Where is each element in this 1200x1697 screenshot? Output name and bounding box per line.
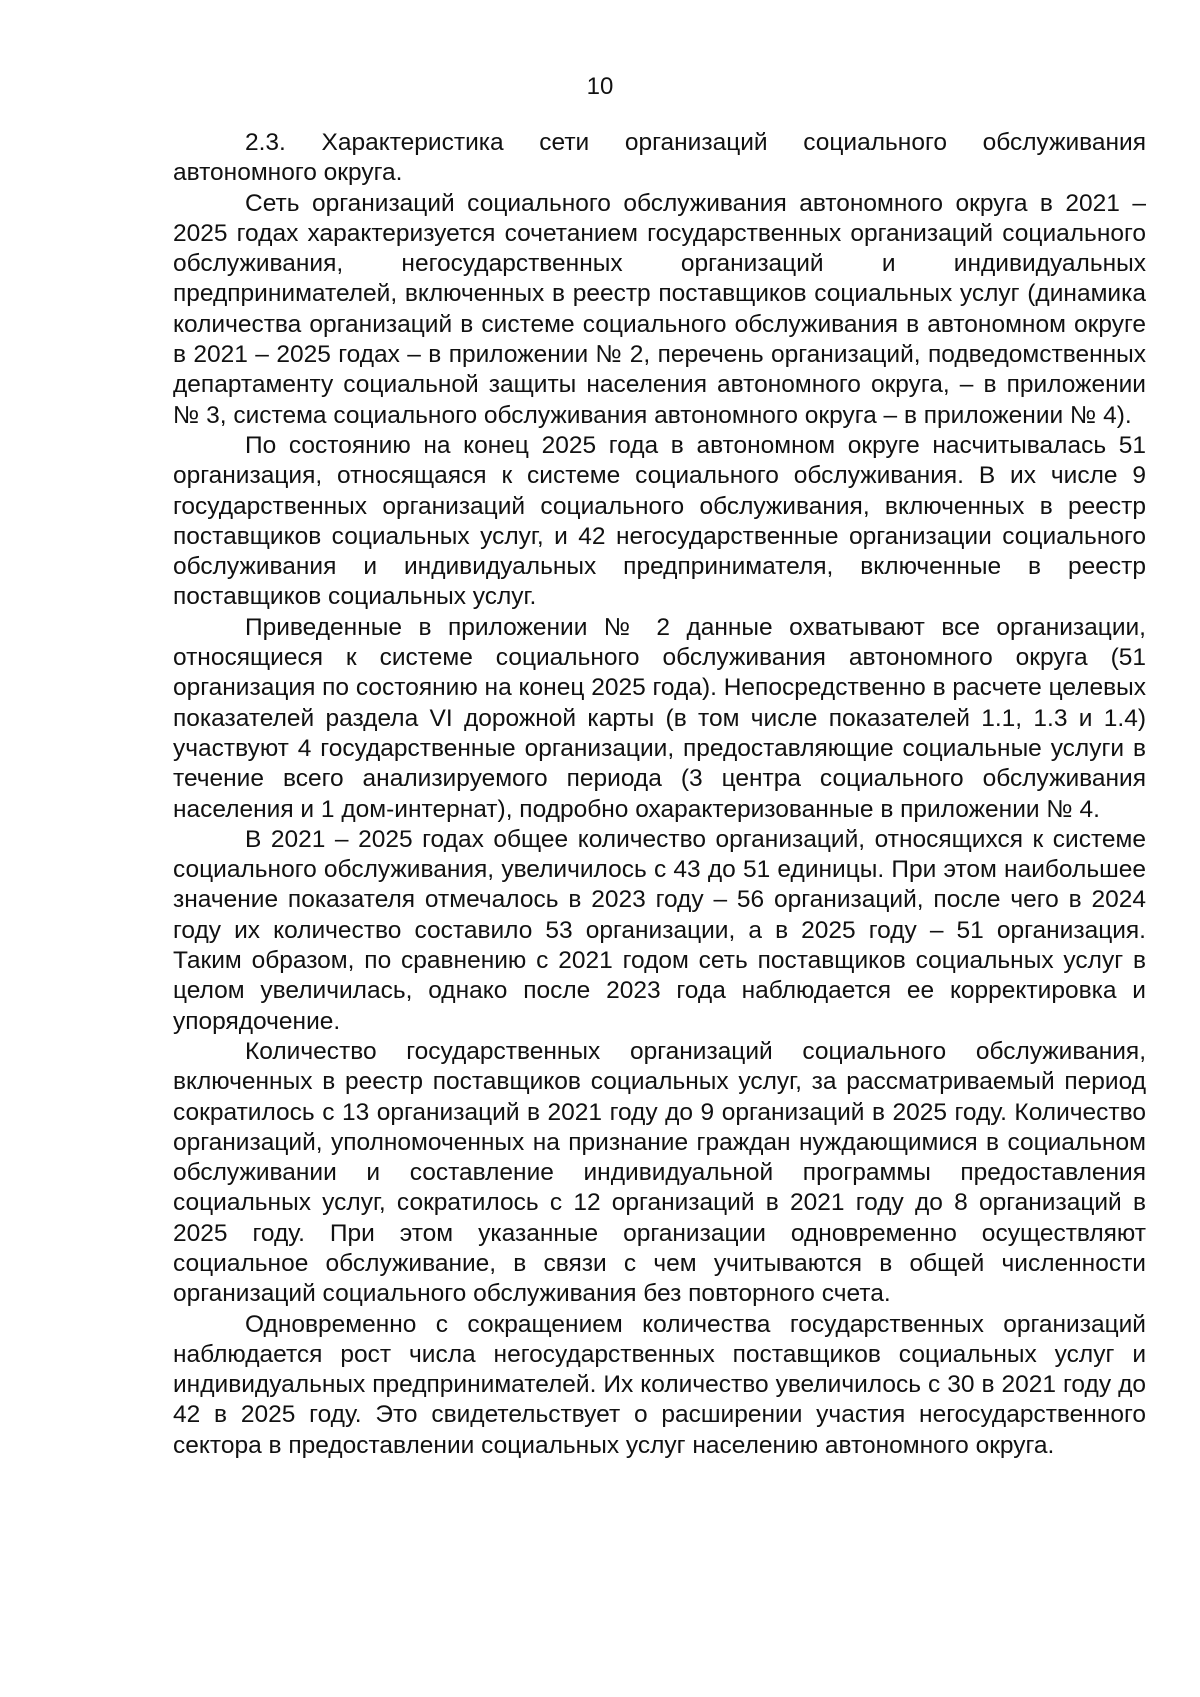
body-paragraph: Сеть организаций социального обслуживания автономного округа в 2021 – 2025 годах характеризуется сочетанием государственных организаций социального обслуживания, негосударственных организаций и индивидуальных предпринимателей, включенных в реестр поставщиков социальных услуг (динамика количества организаций в системе социального обслуживания в автономном округе в 2021 – 2025 годах – в приложении № 2, перечень организаций, подведомственных департаменту социальной защиты населения автономного округа, – в приложении № 3, система социального обслуживания автономного округа – в приложении № 4). — [173, 189, 1146, 429]
body-paragraph: По состоянию на конец 2025 года в автономном округе насчитывалась 51 организация, относящаяся к системе социального обслуживания. В их числе 9 государственных организаций социального обслуживания, включенных в реестр поставщиков социальных услуг, и 42 негосударственные организации социального обслуживания и индивидуальных предпринимателя, включенные в реестр поставщиков социальных услуг. — [173, 431, 1146, 611]
section-heading-paragraph: 2.3. Характеристика сети организаций социального обслуживания автономного округа. — [173, 129, 1146, 187]
document-body — [173, 128, 1146, 1461]
body-paragraph: Приведенные в приложении № 2 данные охватывают все организации, относящиеся к системе социального обслуживания автономного округа (51 организация по состоянию на конец 2025 года). Непосредственно в расчете целевых показателей раздела VI дорожной карты (в том числе показателей 1.1, 1.3 и 1.4) участвуют 4 государственные организации, предоставляющие социальные услуги в течение всего анализируемого периода (3 центра социального обслуживания населения и 1 дом-интернат), подробно охарактеризованные в приложении № 4. — [173, 613, 1146, 823]
page-number: 10 — [586, 73, 614, 100]
body-paragraph: Количество государственных организаций социального обслуживания, включенных в реестр поставщиков социальных услуг, за рассматриваемый период сократилось с 13 организаций в 2021 году до 9 организаций в 2025 году. Количество организаций, уполномоченных на признание граждан нуждающимися в социальном обслуживании и составление индивидуальной программы предоставления социальных услуг, сократилось с 12 организаций в 2021 году до 8 организаций в 2025 году. При этом указанные организации одновременно осуществляют социальное обслуживание, в связи с чем учитываются в общей численности организаций социального обслуживания без повторного счета. — [173, 1037, 1146, 1308]
body-paragraph: Одновременно с сокращением количества государственных организаций наблюдается рост числа негосударственных поставщиков социальных услуг и индивидуальных предпринимателей. Их количество увеличилось с 30 в 2021 году до 42 в 2025 году. Это свидетельствует о расширении участия негосударственного сектора в предоставлении социальных услуг населению автономного округа. — [173, 1310, 1146, 1459]
body-paragraph: В 2021 – 2025 годах общее количество организаций, относящихся к системе социального обслуживания, увеличилось с 43 до 51 единицы. При этом наибольшее значение показателя отмечалось в 2023 году – 56 организаций, после чего в 2024 году их количество составило 53 организации, а в 2025 году – 51 организация. Таким образом, по сравнению с 2021 годом сеть поставщиков социальных услуг в целом увеличилась, однако после 2023 года наблюдается ее корректировка и упорядочение. — [173, 825, 1146, 1035]
